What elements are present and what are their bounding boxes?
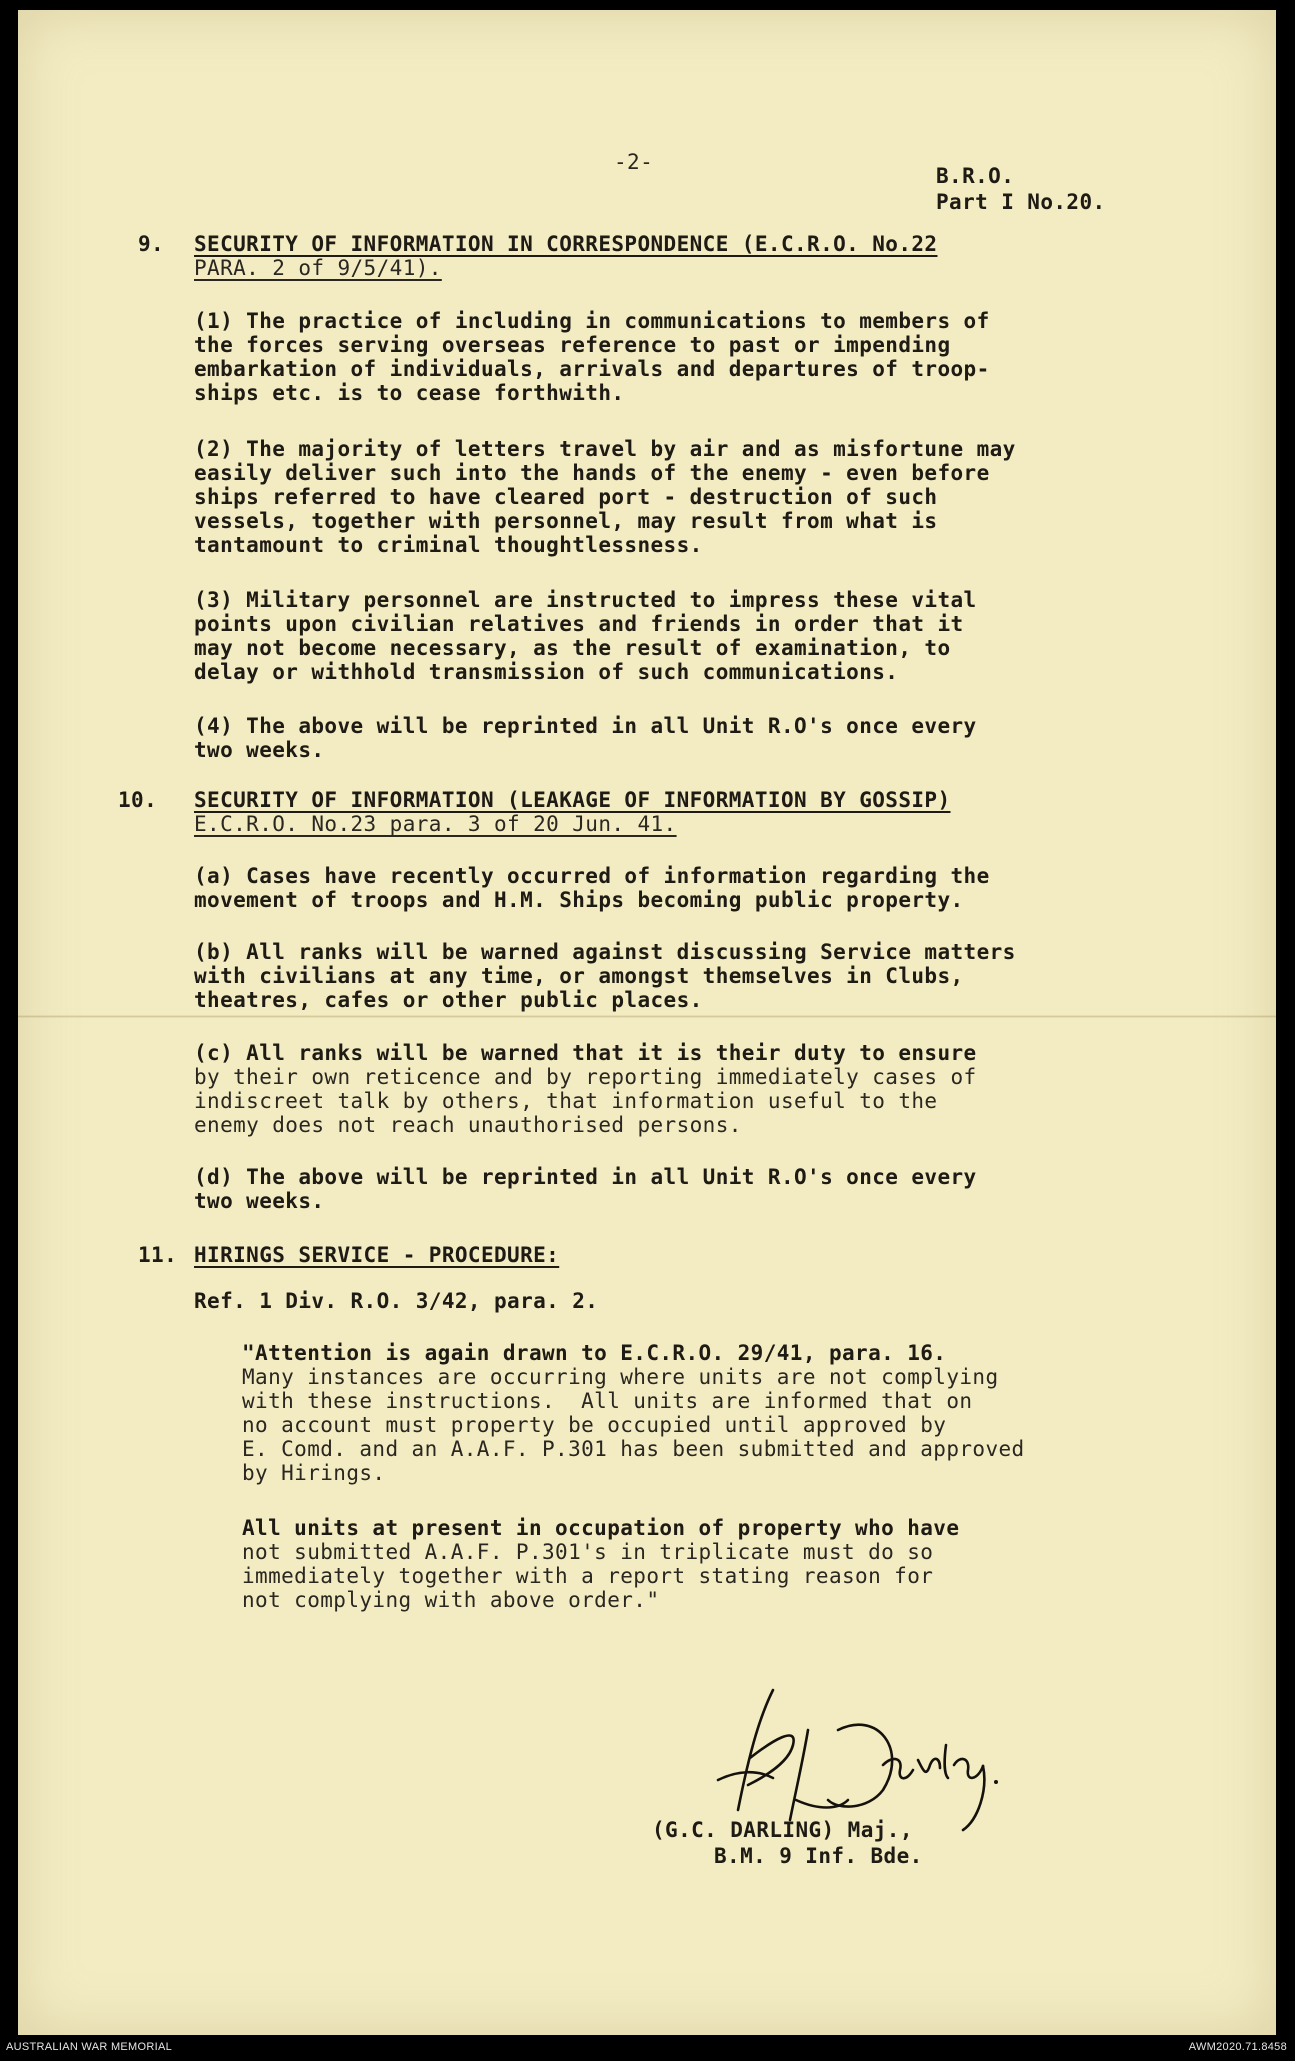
signatory-title: B.M. 9 Inf. Bde. (714, 1844, 923, 1868)
paper-fold (18, 1015, 1276, 1018)
para10-suba-line: movement of troops and H.M. Ships becoming public property. (194, 888, 964, 912)
para11-quote1-line: "Attention is again drawn to E.C.R.O. 29/41, para. 16. (242, 1341, 947, 1365)
para10-subb-line: (b) All ranks will be warned against discussing Service matters (194, 940, 1016, 964)
para10-number: 10. (118, 788, 158, 812)
para11-quote2-line: All units at present in occupation of property who have (242, 1516, 960, 1540)
para10-subc-line: (c) All ranks will be warned that it is their duty to ensure (194, 1041, 977, 1065)
para11-quote1-line: Many instances are occurring where units are not complying (242, 1365, 999, 1389)
para9-sub1-line: ships etc. is to cease forthwith. (194, 381, 625, 405)
order-reference-line1: B.R.O. (936, 164, 1015, 188)
para11-quote2-line: immediately together with a report stating reason for (242, 1564, 934, 1588)
para10-subc-line: by their own reticence and by reporting immediately cases of (194, 1065, 977, 1089)
handwritten-signature (678, 1670, 1018, 1840)
para9-sub2-line: easily deliver such into the hands of the enemy - even before (194, 461, 990, 485)
archive-credit: AUSTRALIAN WAR MEMORIAL (6, 2041, 173, 2053)
para10-subd-line: two weeks. (194, 1189, 325, 1213)
para11-quote1-line: no account must property be occupied until approved by (242, 1413, 947, 1437)
para10-subb-line: theatres, cafes or other public places. (194, 988, 703, 1012)
para10-heading-line2: E.C.R.O. No.23 para. 3 of 20 Jun. 41. (194, 812, 677, 836)
para9-sub3-line: points upon civilian relatives and friends in order that it (194, 612, 964, 636)
para10-subb-line: with civilians at any time, or amongst themselves in Clubs, (194, 964, 964, 988)
para10-suba-line: (a) Cases have recently occurred of information regarding the (194, 864, 990, 888)
para11-number: 11. (138, 1243, 178, 1267)
para11-quote2-line: not submitted A.A.F. P.301's in triplicate must do so (242, 1540, 934, 1564)
para9-sub3-line: (3) Military personnel are instructed to impress these vital (194, 588, 977, 612)
para9-sub2-line: tantamount to criminal thoughtlessness. (194, 533, 703, 557)
page-number: -2- (614, 150, 654, 174)
para11-heading: HIRINGS SERVICE - PROCEDURE: (194, 1243, 560, 1267)
para9-sub1-line: the forces serving overseas reference to past or impending (194, 333, 951, 357)
para11-quote2-line: not complying with above order." (242, 1588, 660, 1612)
para11-reference: Ref. 1 Div. R.O. 3/42, para. 2. (194, 1289, 599, 1313)
para9-sub2-line: vessels, together with personnel, may result from what is (194, 509, 938, 533)
para10-heading-line1: SECURITY OF INFORMATION (LEAKAGE OF INFORMATION BY GOSSIP) (194, 788, 951, 812)
para10-subc-line: indiscreet talk by others, that information useful to the (194, 1089, 938, 1113)
para9-sub3-line: delay or withhold transmission of such communications. (194, 660, 899, 684)
para9-sub1-line: embarkation of individuals, arrivals and departures of troop- (194, 357, 990, 381)
para9-sub2-line: ships referred to have cleared port - destruction of such (194, 485, 938, 509)
para11-quote1-line: by Hirings. (242, 1461, 386, 1485)
para11-quote1-line: E. Comd. and an A.A.F. P.301 has been submitted and approved (242, 1437, 1025, 1461)
para9-sub2-line: (2) The majority of letters travel by air and as misfortune may (194, 437, 1016, 461)
para11-quote1-line: with these instructions. All units are informed that on (242, 1389, 973, 1413)
para9-number: 9. (138, 232, 165, 256)
order-reference-line2: Part I No.20. (936, 190, 1106, 214)
document-page (18, 10, 1276, 2035)
para9-sub4-line: (4) The above will be reprinted in all Unit R.O's once every (194, 714, 977, 738)
para10-subd-line: (d) The above will be reprinted in all Unit R.O's once every (194, 1165, 977, 1189)
archive-accession-number: AWM2020.71.8458 (1188, 2041, 1287, 2053)
para9-heading-line1: SECURITY OF INFORMATION IN CORRESPONDENCE (E.C.R.O. No.22 (194, 232, 938, 256)
para9-heading-line2: PARA. 2 of 9/5/41). (194, 256, 442, 280)
para9-sub1-line: (1) The practice of including in communications to members of (194, 309, 990, 333)
signatory-name: (G.C. DARLING) Maj., (652, 1818, 913, 1842)
para10-subc-line: enemy does not reach unauthorised persons. (194, 1113, 742, 1137)
para9-sub4-line: two weeks. (194, 738, 325, 762)
para9-sub3-line: may not become necessary, as the result of examination, to (194, 636, 951, 660)
